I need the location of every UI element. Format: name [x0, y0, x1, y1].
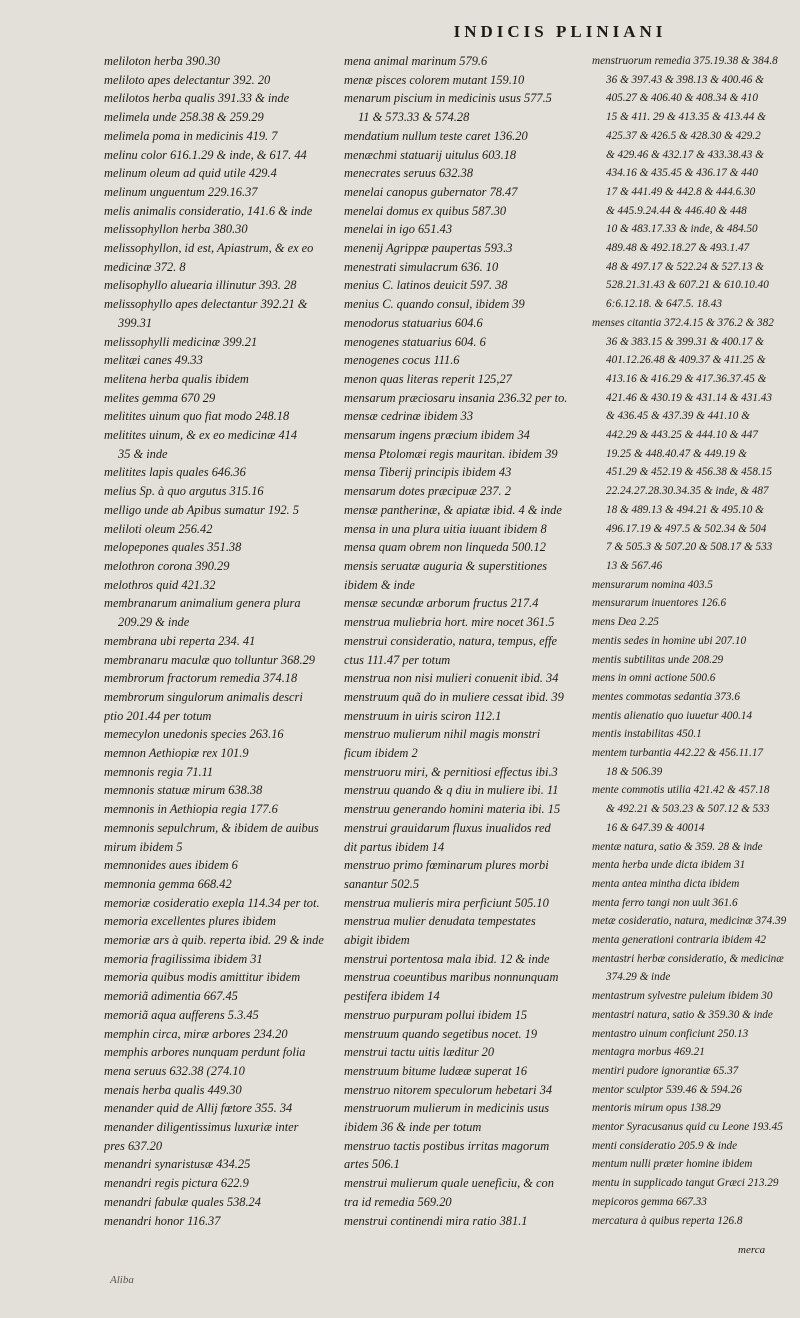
index-entry: artes 506.1	[344, 1157, 400, 1172]
index-entry: menandri fabulæ quales 538.24	[104, 1194, 261, 1209]
index-entry: menius C. latinos deuicit 597. 38	[344, 278, 508, 293]
index-column-3	[592, 52, 790, 1230]
index-entry: 425.37 & 426.5 & 428.30 & 429.2	[606, 129, 761, 142]
index-entry: menstruum quã do in muliere cessat ibid. 39	[344, 689, 564, 704]
index-entry: menstruo primo fœminarum plures morbi	[344, 858, 549, 873]
index-entry: menstruu generando homini materia ibi. 15	[344, 802, 561, 817]
index-entry: mentor Syracusanus quid cu Leone 193.45	[592, 1121, 783, 1134]
index-entry: melisophyllo aluearia illinutur 393. 28	[104, 278, 297, 293]
index-entry: mens in omni actione 500.6	[592, 672, 716, 685]
index-entry: 496.17.19 & 497.5 & 502.34 & 504	[606, 522, 767, 535]
index-entry: mensurarum nomina 403.5	[592, 578, 713, 591]
index-entry: melimela unde 258.38 & 259.29	[104, 110, 264, 125]
index-column-2	[344, 52, 592, 1230]
index-entry: menarum piscium in medicinis usus 577.5	[344, 91, 552, 106]
index-entry: mercatura à quibus reperta 126.8	[592, 1214, 743, 1227]
index-entry: melitites uinum, & ex eo medicinæ 414	[104, 428, 298, 443]
index-entry: memoria quibus modis amittitur ibidem	[104, 970, 301, 985]
index-entry: menæchmi statuarij uitulus 603.18	[344, 147, 517, 162]
index-entry: 374.29 & inde	[606, 971, 671, 984]
index-entry: 434.16 & 435.45 & 436.17 & 440	[606, 167, 758, 180]
index-entry: menstruum quando segetibus nocet. 19	[344, 1026, 538, 1041]
index-entry: melitites lapis quales 646.36	[104, 465, 246, 480]
index-entry: 528.21.31.43 & 607.21 & 610.10.40	[606, 279, 769, 292]
index-entry: tra id remedia 569.20	[344, 1194, 452, 1209]
index-entry: mentæ natura, satio & 359. 28 & inde	[592, 840, 763, 853]
index-entry: mensarum præciosaru insania 236.32 per to.	[344, 390, 568, 405]
index-entry: & 436.45 & 437.39 & 441.10 &	[606, 410, 750, 423]
index-entry: menestrati simulacrum 636. 10	[344, 259, 499, 274]
index-column-1	[104, 52, 344, 1230]
index-entry: meliloton herba 390.30	[104, 54, 220, 68]
index-entry: memnonia gemma 668.42	[104, 876, 232, 891]
index-entry: mensis seruatæ auguria & superstitiones	[344, 558, 548, 573]
index-entry: & 492.21 & 503.23 & 507.12 & 533	[606, 803, 770, 816]
index-entry: mentastri natura, satio & 359.30 & inde	[592, 1008, 773, 1021]
index-entry: melligo unde ab Apibus sumatur 192. 5	[104, 502, 299, 517]
index-entry: menstruorum remedia 375.19.38 & 384.8	[592, 55, 778, 67]
index-entry: mens Dea 2.25	[592, 616, 659, 629]
index-entry: menstruoru miri, & pernitiosi effectus ibi.3	[344, 764, 558, 779]
index-entry: mentoris mirum opus 138.29	[592, 1102, 721, 1115]
index-entry: menon quas literas reperit 125,27	[344, 371, 512, 386]
index-entry: memnonis sepulchrum, & ibidem de auibus	[104, 820, 319, 835]
index-entry: mensæ pantherinæ, & apiatæ ibid. 4 & inde	[344, 502, 562, 517]
index-entry: & 429.46 & 432.17 & 433.38.43 &	[606, 148, 764, 161]
index-entry: 16 & 647.39 & 40014	[606, 821, 705, 834]
index-entry: 18 & 506.39	[606, 765, 663, 778]
index-entry: menstruo mulierum nihil magis monstri	[344, 727, 541, 742]
index-entry: melothron corona 390.29	[104, 558, 230, 573]
index-entry: melinum unguentum 229.16.37	[104, 184, 258, 199]
index-entry: menelai canopus gubernator 78.47	[344, 184, 518, 199]
index-entry: mensa Tiberij principis ibidem 43	[344, 465, 512, 480]
index-entry: menodorus statuarius 604.6	[344, 315, 483, 330]
index-entry: 15 & 411. 29 & 413.35 & 413.44 &	[606, 111, 766, 124]
index-entry: 6:6.12.18. & 647.5. 18.43	[606, 298, 722, 311]
index-entry: mensarum ingens præcium ibidem 34	[344, 428, 530, 443]
index-entry: 401.12.26.48 & 409.37 & 411.25 &	[606, 354, 766, 367]
index-entry: menander diligentissimus luxuriæ inter	[104, 1120, 299, 1135]
index-entry: melothros quid 421.32	[104, 577, 216, 592]
index-entry: memnonis in Aethiopia regia 177.6	[104, 802, 278, 817]
index-entry: menta herba unde dicta ibidem 31	[592, 859, 746, 872]
index-entry: 17 & 441.49 & 442.8 & 444.6.30	[606, 185, 756, 198]
index-entry: mentis sedes in homine ubi 207.10	[592, 634, 747, 647]
index-entry: menandri regis pictura 622.9	[104, 1176, 249, 1191]
index-entry: menenij Agrippæ paupertas 593.3	[344, 241, 513, 256]
index-entry: menstruu quando & q diu in muliere ibi. 11	[344, 783, 559, 798]
index-entry: menandri honor 116.37	[104, 1213, 221, 1228]
index-entry: mentis instabilitas 450.1	[592, 728, 702, 741]
index-entry: & 445.9.24.44 & 446.40 & 448	[606, 204, 747, 217]
index-entry: menses citantia 372.4.15 & 376.2 & 382	[592, 316, 774, 329]
index-entry: 22.24.27.28.30.34.35 & inde, & 487	[606, 485, 769, 498]
index-entry: dit partus ibidem 14	[344, 839, 445, 854]
index-entry: medicinæ 372. 8	[104, 259, 186, 274]
index-entry: menandri synaristusæ 434.25	[104, 1157, 251, 1172]
index-entry: melinu color 616.1.29 & inde, & 617. 44	[104, 147, 307, 162]
index-entry: menstruum bitume ludææ superat 16	[344, 1063, 528, 1078]
index-entry: pestifera ibidem 14	[344, 989, 440, 1004]
index-entry: melius Sp. à quo argutus 315.16	[104, 484, 264, 499]
index-entry: metæ cosideratio, natura, medicinæ 374.39	[592, 915, 787, 928]
index-entry: menelai domus ex quibus 587.30	[344, 203, 507, 218]
index-entry: ptio 201.44 per totum	[104, 708, 212, 723]
index-entry: 48 & 497.17 & 522.24 & 527.13 &	[606, 260, 764, 273]
index-entry: mentis alienatio quo iuuetur 400.14	[592, 709, 753, 722]
index-entry: menstrua coeuntibus maribus nonnunquam	[344, 970, 559, 985]
index-entry: memoria excellentes plures ibidem	[104, 914, 276, 929]
catchword: merca	[738, 1244, 766, 1256]
index-entry: menstrua non nisi mulieri conuenit ibid. 34	[344, 671, 559, 686]
index-entry: melissophyllon, id est, Apiastrum, & ex eo	[104, 241, 314, 256]
index-entry: menais herba qualis 449.30	[104, 1082, 242, 1097]
index-entry: memnonides aues ibidem 6	[104, 858, 238, 873]
index-entry: menstruorum mulierum in medicinis usus	[344, 1101, 550, 1116]
index-entry: melissophyllo apes delectantur 392.21 &	[104, 297, 308, 312]
index-entry: memoriã adimentia 667.45	[104, 989, 238, 1004]
index-entry: memecylon unedonis species 263.16	[104, 727, 284, 742]
index-entry: melis animalis consideratio, 141.6 & inde	[104, 203, 313, 218]
index-entry: mensa quam obrem non linqueda 500.12	[344, 540, 546, 555]
index-entry: menstruo nitorem speculorum hebetari 34	[344, 1082, 553, 1097]
index-entry: mente commotis utilia 421.42 & 457.18	[592, 784, 770, 797]
index-entry: mentagra morbus 469.21	[592, 1046, 705, 1059]
index-entry: menstruo purpuram pollui ibidem 15	[344, 1007, 528, 1022]
index-entry: menstrui consideratio, natura, tempus, effe	[344, 633, 558, 648]
index-entry: melissophyllon herba 380.30	[104, 222, 248, 237]
index-entry: melilotos herba qualis 391.33 & inde	[104, 91, 290, 106]
index-entry: membranaru maculæ quo tolluntur 368.29	[104, 652, 315, 667]
index-entry: 405.27 & 406.40 & 408.34 & 410	[606, 92, 758, 105]
index-entry: mentor sculptor 539.46 & 594.26	[592, 1083, 742, 1096]
index-entry: ibidem & inde	[344, 577, 415, 592]
index-entry: melitena herba qualis ibidem	[104, 371, 249, 386]
index-entry: memnonis regia 71.11	[104, 764, 214, 779]
index-entry: meliloto apes delectantur 392. 20	[104, 72, 271, 87]
index-entry: mentiri pudore ignorantiæ 65.37	[592, 1064, 739, 1077]
index-entry: 442.29 & 443.25 & 444.10 & 447	[606, 429, 758, 442]
index-entry: 413.16 & 416.29 & 417.36.37.45 &	[606, 372, 767, 385]
index-entry: mensæ secundæ arborum fructus 217.4	[344, 596, 539, 611]
index-entry: 36 & 383.15 & 399.31 & 400.17 &	[606, 335, 764, 348]
index-entry: mentastro uinum conficiunt 250.13	[592, 1027, 749, 1040]
index-entry: menstrua mulier denudata tempestates	[344, 914, 536, 929]
index-entry: menius C. quando consul, ibidem 39	[344, 297, 525, 312]
index-entry: memoriæ ars à quib. reperta ibid. 29 & inde	[104, 933, 324, 948]
index-entry: 451.29 & 452.19 & 456.38 & 458.15	[606, 466, 772, 479]
index-entry: mentis subtilitas unde 208.29	[592, 653, 724, 666]
index-entry: menstruum in uiris sciron 112.1	[344, 708, 502, 723]
index-entry: 19.25 & 448.40.47 & 449.19 &	[606, 447, 747, 460]
index-entry: menstrua muliebria hort. mire nocet 361.5	[344, 615, 555, 630]
index-entry: melitites uinum quo fiat modo 248.18	[104, 409, 290, 424]
index-entry: memnonis statuæ mirum 638.38	[104, 783, 263, 798]
index-entry: membrorum singulorum animalis descri	[104, 689, 303, 704]
index-entry: ibidem 36 & inde per totum	[344, 1120, 482, 1135]
index-entry: memphis arbores nunquam perdunt folia	[104, 1045, 306, 1060]
index-entry: melinum oleum ad quid utile 429.4	[104, 166, 277, 181]
index-entry: membrana ubi reperta 234. 41	[104, 633, 256, 648]
index-entry: 18 & 489.13 & 494.21 & 495.10 &	[606, 503, 764, 516]
index-entry: mensarum dotes præcipuæ 237. 2	[344, 484, 511, 499]
index-entry: mentu in supplicado tangut Græci 213.29	[592, 1177, 779, 1190]
index-entry: memoria fragilissima ibidem 31	[104, 951, 263, 966]
index-entry: memnon Aethiopiæ rex 101.9	[104, 746, 249, 761]
index-entry: 421.46 & 430.19 & 431.14 & 431.43	[606, 391, 772, 404]
index-entry: menta generationi contraria ibidem 42	[592, 934, 767, 947]
index-entry: menæ pisces colorem mutant 159.10	[344, 72, 525, 87]
index-entry: mensæ cedrinæ ibidem 33	[344, 409, 474, 424]
index-entry: 209.29 & inde	[118, 615, 190, 630]
index-entry: menstrui continendi mira ratio 381.1	[344, 1213, 528, 1228]
index-entry: 13 & 567.46	[606, 559, 663, 572]
index-entry: mentastrum sylvestre puleium ibidem 30	[592, 990, 773, 1003]
index-entry: menelai in igo 651.43	[344, 222, 453, 237]
index-entry: 11 & 573.33 & 574.28	[358, 110, 470, 125]
index-entry: menti consideratio 205.9 & inde	[592, 1139, 738, 1152]
index-entry: sanantur 502.5	[344, 876, 420, 891]
index-entry: 36 & 397.43 & 398.13 & 400.46 &	[606, 73, 764, 86]
index-entry: melissophylli medicinæ 399.21	[104, 334, 258, 349]
index-entry: 10 & 483.17.33 & inde, & 484.50	[606, 223, 758, 236]
index-entry: mirum ibidem 5	[104, 839, 183, 854]
index-entry: ficum ibidem 2	[344, 746, 418, 761]
index-entry: mensurarum inuentores 126.6	[592, 597, 727, 610]
index-entry: mendatium nullum teste caret 136.20	[344, 128, 528, 143]
index-entry: memoriæ cosideratio exepla 114.34 per tot.	[104, 895, 320, 910]
index-entry: melopepones quales 351.38	[104, 540, 242, 555]
index-entry: menstrua mulieris mira perficiunt 505.10	[344, 895, 549, 910]
index-entry: meliloti oleum 256.42	[104, 521, 213, 536]
index-entry: membrorum fractorum remedia 374.18	[104, 671, 298, 686]
index-entry: menstrui mulierum quale ueneficiu, & con	[344, 1176, 554, 1191]
index-entry: memphin circa, miræ arbores 234.20	[104, 1026, 288, 1041]
index-entry: menander quid de Allij fœtore 355. 34	[104, 1101, 293, 1116]
index-entry: menogenes cocus 111.6	[344, 353, 460, 368]
index-entry: menstruo tactis postibus irritas magorum	[344, 1138, 550, 1153]
index-entry: mensa Ptolomæi regis mauritan. ibidem 39	[344, 446, 558, 461]
index-entry: menstrui tactu uitis læditur 20	[344, 1045, 495, 1060]
index-entry: mentum nulli præter homine ibidem	[592, 1158, 753, 1171]
index-entry: menta ferro tangi non uult 361.6	[592, 896, 738, 909]
signature-mark: Aliba	[110, 1274, 134, 1286]
index-entry: melimela poma in medicinis 419. 7	[104, 128, 278, 143]
index-entry: ctus 111.47 per totum	[344, 652, 451, 667]
index-entry: pres 637.20	[104, 1138, 163, 1153]
index-entry: abigit ibidem	[344, 933, 410, 948]
index-entry: mena seruus 632.38 (274.10	[104, 1063, 245, 1078]
index-entry: menogenes statuarius 604. 6	[344, 334, 486, 349]
index-entry: mentes commotas sedantia 373.6	[592, 690, 740, 703]
index-entry: membranarum animalium genera plura	[104, 596, 301, 611]
index-entry: 489.48 & 492.18.27 & 493.1.47	[606, 242, 750, 255]
index-entry: menta antea mintha dicta ibidem	[592, 877, 740, 890]
index-entry: mentem turbantia 442.22 & 456.11.17	[592, 747, 764, 760]
index-entry: mensa in una plura uitia iuuant ibidem 8	[344, 521, 547, 536]
index-entry: mena animal marinum 579.6	[344, 54, 488, 68]
index-entry: menstrui grauidarum fluxus inualidos red	[344, 820, 551, 835]
index-entry: menecrates seruus 632.38	[344, 166, 474, 181]
index-entry: menstrui portentosa mala ibid. 12 & inde	[344, 951, 550, 966]
index-entry: mepicoros gemma 667.33	[592, 1195, 707, 1208]
index-entry: memoriã aqua aufferens 5.3.45	[104, 1007, 259, 1022]
index-entry: mentastri herbæ consideratio, & medicinæ	[592, 952, 784, 965]
index-entry: melitæi canes 49.33	[104, 353, 203, 368]
running-title: INDICIS PLINIANI	[453, 22, 667, 41]
index-entry: 35 & inde	[118, 446, 168, 461]
index-entry: 7 & 505.3 & 507.20 & 508.17 & 533	[606, 541, 773, 554]
index-entry: 399.31	[118, 315, 153, 330]
index-entry: melites gemma 670 29	[104, 390, 216, 405]
